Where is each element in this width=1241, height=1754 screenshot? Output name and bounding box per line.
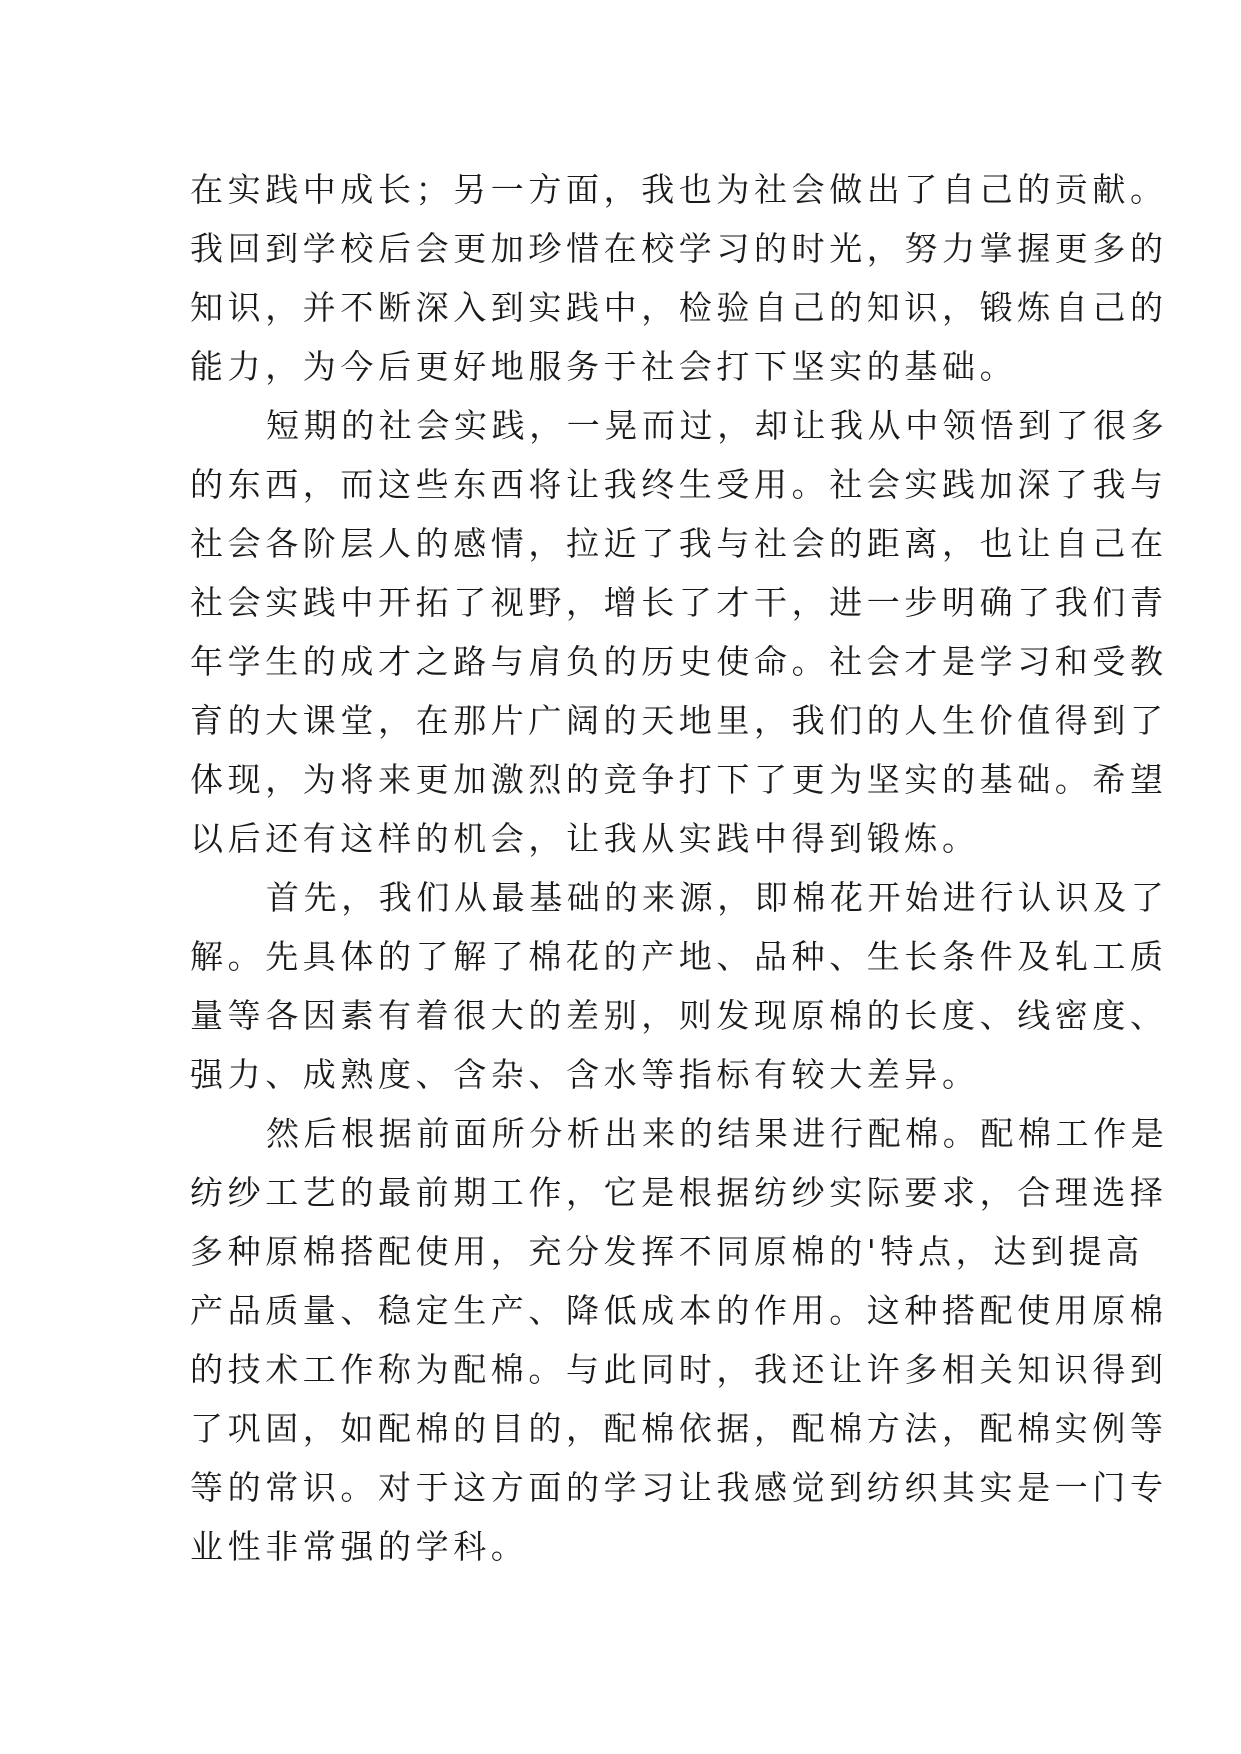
text-line: 知识，并不断深入到实践中，检验自己的知识，锻炼自己的 [190, 288, 1168, 327]
paragraph-first-line: 然后根据前面所分析出来的结果进行配棉。配棉工作是 [266, 1114, 1169, 1153]
text-line: 以后还有这样的机会，让我从实践中得到锻炼。 [190, 819, 980, 858]
text-line: 了巩固，如配棉的目的，配棉依据，配棉方法，配棉实例等 [190, 1409, 1168, 1448]
text-line: 多种原棉搭配使用，充分发挥不同原棉的'特点，达到提高 [190, 1232, 1144, 1271]
body-text [190, 160, 1169, 1576]
text-line: 育的大课堂，在那片广阔的天地里，我们的人生价值得到了 [190, 701, 1168, 740]
text-line: 在实践中成长；另一方面，我也为社会做出了自己的贡献。 [190, 170, 1168, 209]
paragraph-first-line: 首先，我们从最基础的来源，即棉花开始进行认识及了 [266, 878, 1169, 917]
text-line: 的东西，而这些东西将让我终生受用。社会实践加深了我与 [190, 465, 1168, 504]
text-line: 等的常识。对于这方面的学习让我感觉到纺织其实是一门专 [190, 1468, 1168, 1507]
text-line: 年学生的成才之路与肩负的历史使命。社会才是学习和受教 [190, 642, 1168, 681]
text-line: 社会实践中开拓了视野，增长了才干，进一步明确了我们青 [190, 583, 1168, 622]
text-line: 解。先具体的了解了棉花的产地、品种、生长条件及轧工质 [190, 937, 1168, 976]
text-line: 能力，为今后更好地服务于社会打下坚实的基础。 [190, 347, 1018, 386]
text-line: 产品质量、稳定生产、降低成本的作用。这种搭配使用原棉 [190, 1291, 1168, 1330]
text-line: 的技术工作称为配棉。与此同时，我还让许多相关知识得到 [190, 1350, 1168, 1389]
text-line: 社会各阶层人的感情，拉近了我与社会的距离，也让自己在 [190, 524, 1168, 563]
text-line: 强力、成熟度、含杂、含水等指标有较大差异。 [190, 1055, 980, 1094]
text-line: 业性非常强的学科。 [190, 1527, 529, 1566]
text-line: 我回到学校后会更加珍惜在校学习的时光，努力掌握更多的 [190, 229, 1168, 268]
text-line: 量等各因素有着很大的差别，则发现原棉的长度、线密度、 [190, 996, 1168, 1035]
paragraph-first-line: 短期的社会实践，一晃而过，却让我从中领悟到了很多 [266, 406, 1169, 445]
text-line: 纺纱工艺的最前期工作，它是根据纺纱实际要求，合理选择 [190, 1173, 1168, 1212]
text-line: 体现，为将来更加激烈的竞争打下了更为坚实的基础。希望 [190, 760, 1168, 799]
